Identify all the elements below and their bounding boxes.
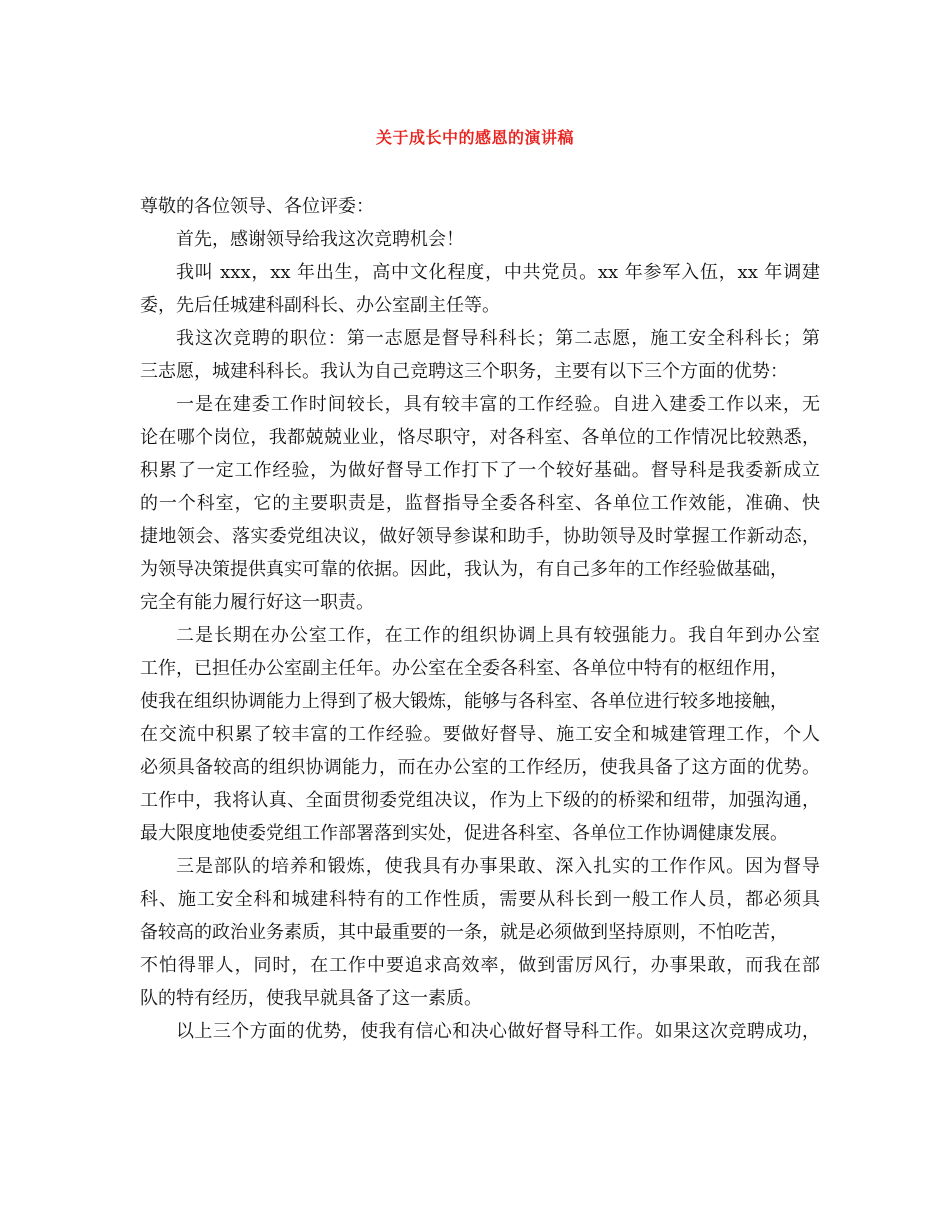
body-line: 一是在建委工作时间较长，具有较丰富的工作经验。自进入建委工作以来，无 [176,394,820,415]
body-line: 三志愿，城建科科长。我认为自己竞聘这三个职务，主要有以下三个方面的优势： [140,361,788,382]
body-line: 的一个科室，它的主要职责是，监督指导全委各科室、各单位工作效能，准确、快 [140,493,820,514]
body-line: 使我在组织协调能力上得到了极大锻炼，能够与各科室、各单位进行较多地接触， [140,691,788,712]
body-line: 不怕得罪人，同时，在工作中要追求高效率，做到雷厉风行，办事果敢，而我在部 [140,955,820,976]
body-line: 完全有能力履行好这一职责。 [140,592,374,613]
body-line: 论在哪个岗位，我都兢兢业业，恪尽职守，对各科室、各单位的工作情况比较熟悉， [140,427,820,448]
body-line: 我这次竞聘的职位：第一志愿是督导科科长；第二志愿，施工安全科科长；第 [176,328,820,349]
body-line: 必须具备较高的组织协调能力，而在办公室的工作经历，使我具备了这方面的优势。 [140,757,820,778]
body-line: 首先，感谢领导给我这次竞聘机会！ [176,229,464,250]
document-title: 关于成长中的感恩的演讲稿 [375,128,574,147]
body-line: 捷地领会、落实委党组决议，做好领导参谋和助手，协助领导及时掌握工作新动态， [140,526,820,547]
body-line: 三是部队的培养和锻炼，使我具有办事果敢、深入扎实的工作作风。因为督导 [176,856,820,877]
body-line: 最大限度地使委党组工作部署落到实处，促进各科室、各单位工作协调健康发展。 [140,823,788,844]
body-line: 以上三个方面的优势，使我有信心和决心做好督导科工作。如果这次竞聘成功， [176,1021,820,1042]
body-line: 我叫 xxx，xx 年出生，高中文化程度，中共党员。xx 年参军入伍，xx 年调建 [176,262,820,283]
body-line: 工作，已担任办公室副主任年。办公室在全委各科室、各单位中特有的枢纽作用， [140,658,788,679]
document-body [140,190,820,1048]
body-line: 尊敬的各位领导、各位评委： [140,196,374,217]
body-line: 备较高的政治业务素质，其中最重要的一条，就是必须做到坚持原则，不怕吃苦， [140,922,788,943]
body-line: 委，先后任城建科副科长、办公室副主任等。 [140,295,500,316]
body-line: 二是长期在办公室工作，在工作的组织协调上具有较强能力。我自年到办公室 [176,625,820,646]
body-line: 在交流中积累了较丰富的工作经验。要做好督导、施工安全和城建管理工作，个人 [140,724,820,745]
body-line: 工作中，我将认真、全面贯彻委党组决议，作为上下级的的桥梁和纽带，加强沟通， [140,790,820,811]
body-line: 队的特有经历，使我早就具备了这一素质。 [140,988,482,1009]
body-line: 为领导决策提供真实可靠的依据。因此，我认为，有自己多年的工作经验做基础， [140,559,788,580]
body-line: 科、施工安全科和城建科特有的工作性质，需要从科长到一般工作人员，都必须具 [140,889,820,910]
body-line: 积累了一定工作经验，为做好督导工作打下了一个较好基础。督导科是我委新成立 [140,460,820,481]
